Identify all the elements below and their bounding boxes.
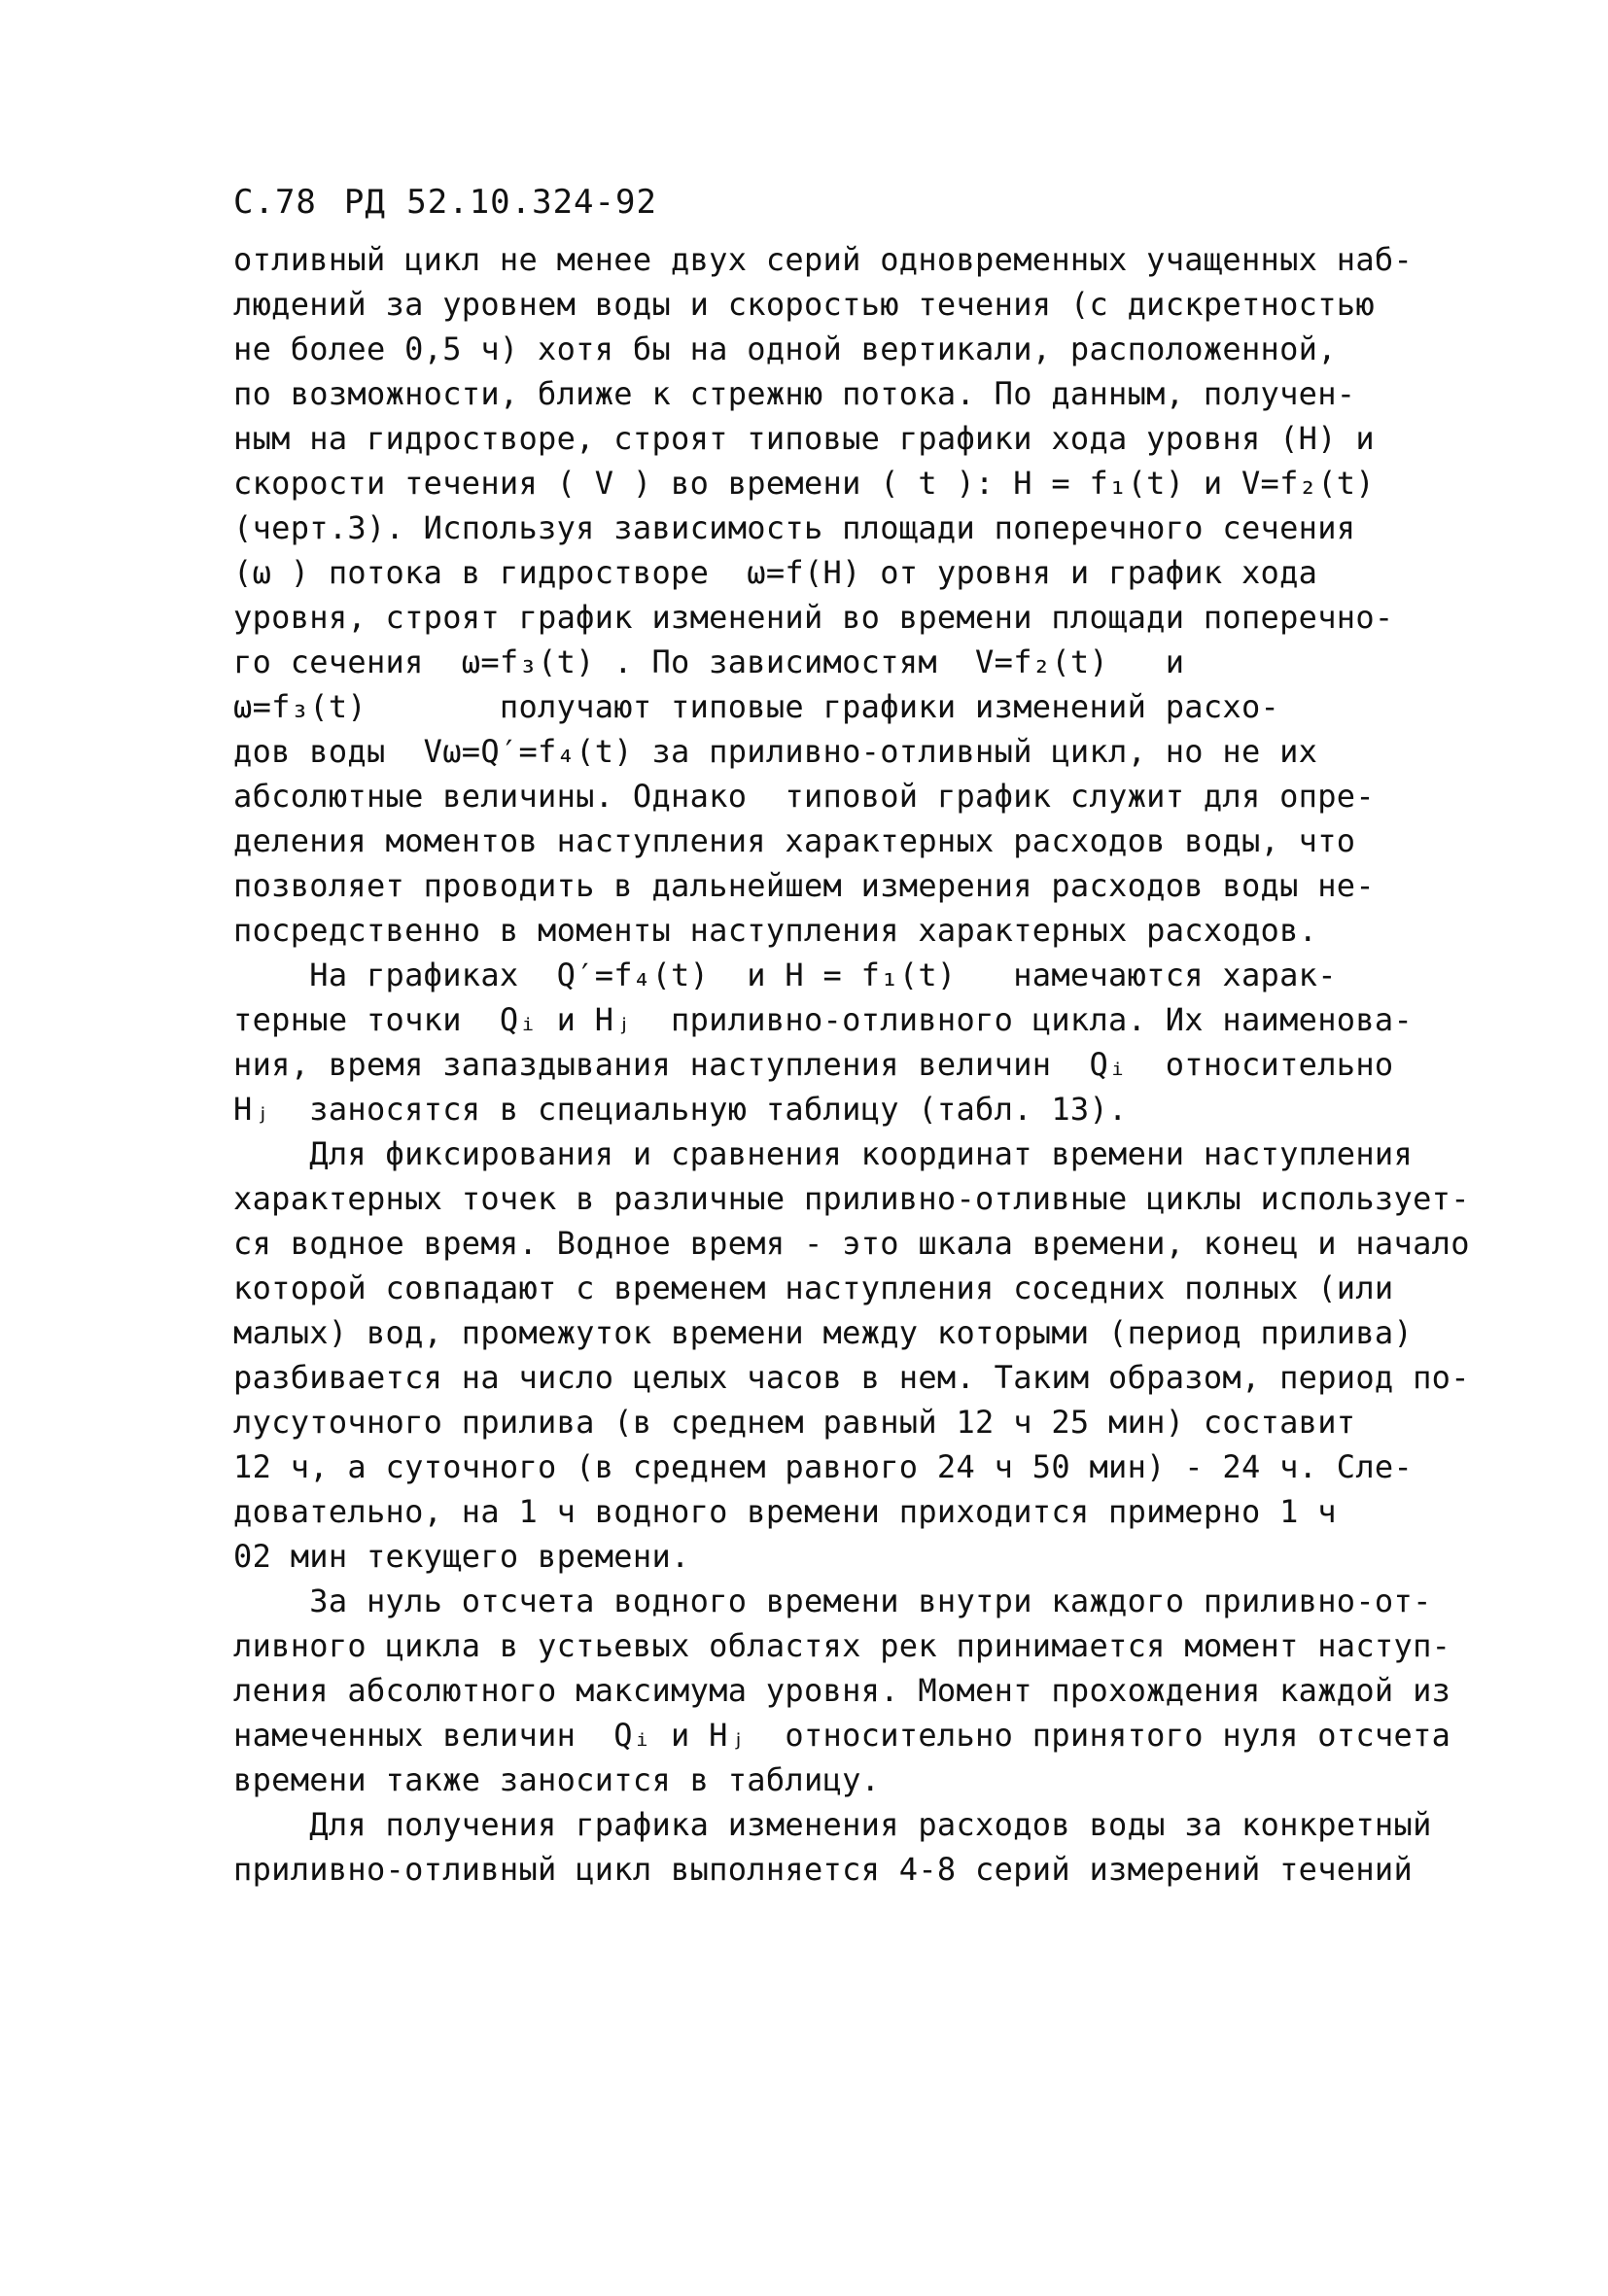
- text-line: довательно, на 1 ч водного времени приходится примерно 1 ч: [233, 1493, 1337, 1530]
- page-number: С.78: [233, 183, 317, 222]
- text-line: не более 0,5 ч) хотя бы на одной вертикали, расположенной,: [233, 330, 1337, 367]
- text-line: времени также заносится в таблицу.: [233, 1761, 881, 1798]
- text-line-handwritten-formula: го сечения ω=f₃(t) . По зависимостям V=f₂(t) и: [233, 644, 1185, 680]
- text-line-handwritten-formula: скорости течения ( V ) во времени ( t ): Н = f₁(t) и V=f₂(t): [233, 465, 1375, 502]
- text-line: абсолютные величины. Однако типовой график служит для опре-: [233, 778, 1375, 815]
- text-line-handwritten-formula: терные точки Qᵢ и Hⱼ приливно-отливного цикла. Их наименова-: [233, 1001, 1414, 1038]
- text-line: малых) вод, промежуток времени между которыми (период прилива): [233, 1314, 1414, 1351]
- text-line-handwritten-formula: Hⱼ заносятся в специальную таблицу (табл. 13).: [233, 1091, 1128, 1128]
- document-code: РД 52.10.324-92: [343, 183, 657, 222]
- text-line: по возможности, ближе к стрежню потока. По данным, получен-: [233, 375, 1356, 412]
- text-line-handwritten-formula: намеченных величин Qᵢ и Hⱼ относительно принятого нуля отсчета: [233, 1717, 1451, 1754]
- text-line: (черт.3). Используя зависимость площади поперечного сечения: [233, 509, 1356, 546]
- text-line: Для фиксирования и сравнения координат времени наступления: [233, 1135, 1414, 1172]
- page-header: [233, 183, 684, 222]
- text-line: которой совпадают с временем наступления соседних полных (или: [233, 1270, 1394, 1306]
- text-line: отливный цикл не менее двух серий одновременных учащенных наб-: [233, 241, 1414, 278]
- text-line: 12 ч, а суточного (в среднем равного 24 ч 50 мин) - 24 ч. Сле-: [233, 1448, 1414, 1485]
- text-line: разбивается на число целых часов в нем. Таким образом, период по-: [233, 1359, 1470, 1396]
- text-line: позволяет проводить в дальнейшем измерения расходов воды не-: [233, 867, 1375, 904]
- text-line: 02 мин текущего времени.: [233, 1538, 690, 1575]
- text-line: Для получения графика изменения расходов воды за конкретный: [233, 1806, 1432, 1843]
- text-line-handwritten-formula: дов воды Vω=Q′=f₄(t) за приливно-отливный цикл, но не их: [233, 733, 1318, 770]
- text-line: уровня, строят график изменений во времени площади поперечно-: [233, 599, 1394, 636]
- text-line: людений за уровнем воды и скоростью течения (с дискретностью: [233, 286, 1375, 323]
- text-line: За нуль отсчета водного времени внутри каждого приливно-от-: [233, 1583, 1432, 1619]
- text-line: приливно-отливный цикл выполняется 4-8 серий измерений течений: [233, 1851, 1414, 1888]
- text-line: ления абсолютного максимума уровня. Момент прохождения каждой из: [233, 1672, 1451, 1709]
- text-line-handwritten-formula: На графиках Q′=f₄(t) и Н = f₁(t) намечаются харак-: [233, 957, 1337, 993]
- text-line: характерных точек в различные приливно-отливные циклы использует-: [233, 1180, 1470, 1217]
- text-line: ливного цикла в устьевых областях рек принимается момент наступ-: [233, 1627, 1451, 1664]
- text-line: ным на гидростворе, строят типовые графики хода уровня (Н) и: [233, 420, 1375, 457]
- text-line: лусуточного прилива (в среднем равный 12 ч 25 мин) составит: [233, 1404, 1356, 1441]
- text-line: деления моментов наступления характерных расходов воды, что: [233, 822, 1356, 859]
- text-line-handwritten-formula: ния, время запаздывания наступления величин Qᵢ относительно: [233, 1046, 1394, 1083]
- text-line: посредственно в моменты наступления характерных расходов.: [233, 912, 1318, 949]
- text-line-handwritten-formula: ω=f₃(t) получают типовые графики изменений расхо-: [233, 688, 1280, 725]
- text-line-handwritten-formula: (ω ) потока в гидростворе ω=f(H) от уровня и график хода: [233, 554, 1318, 591]
- text-line: ся водное время. Водное время - это шкала времени, конец и начало: [233, 1225, 1470, 1262]
